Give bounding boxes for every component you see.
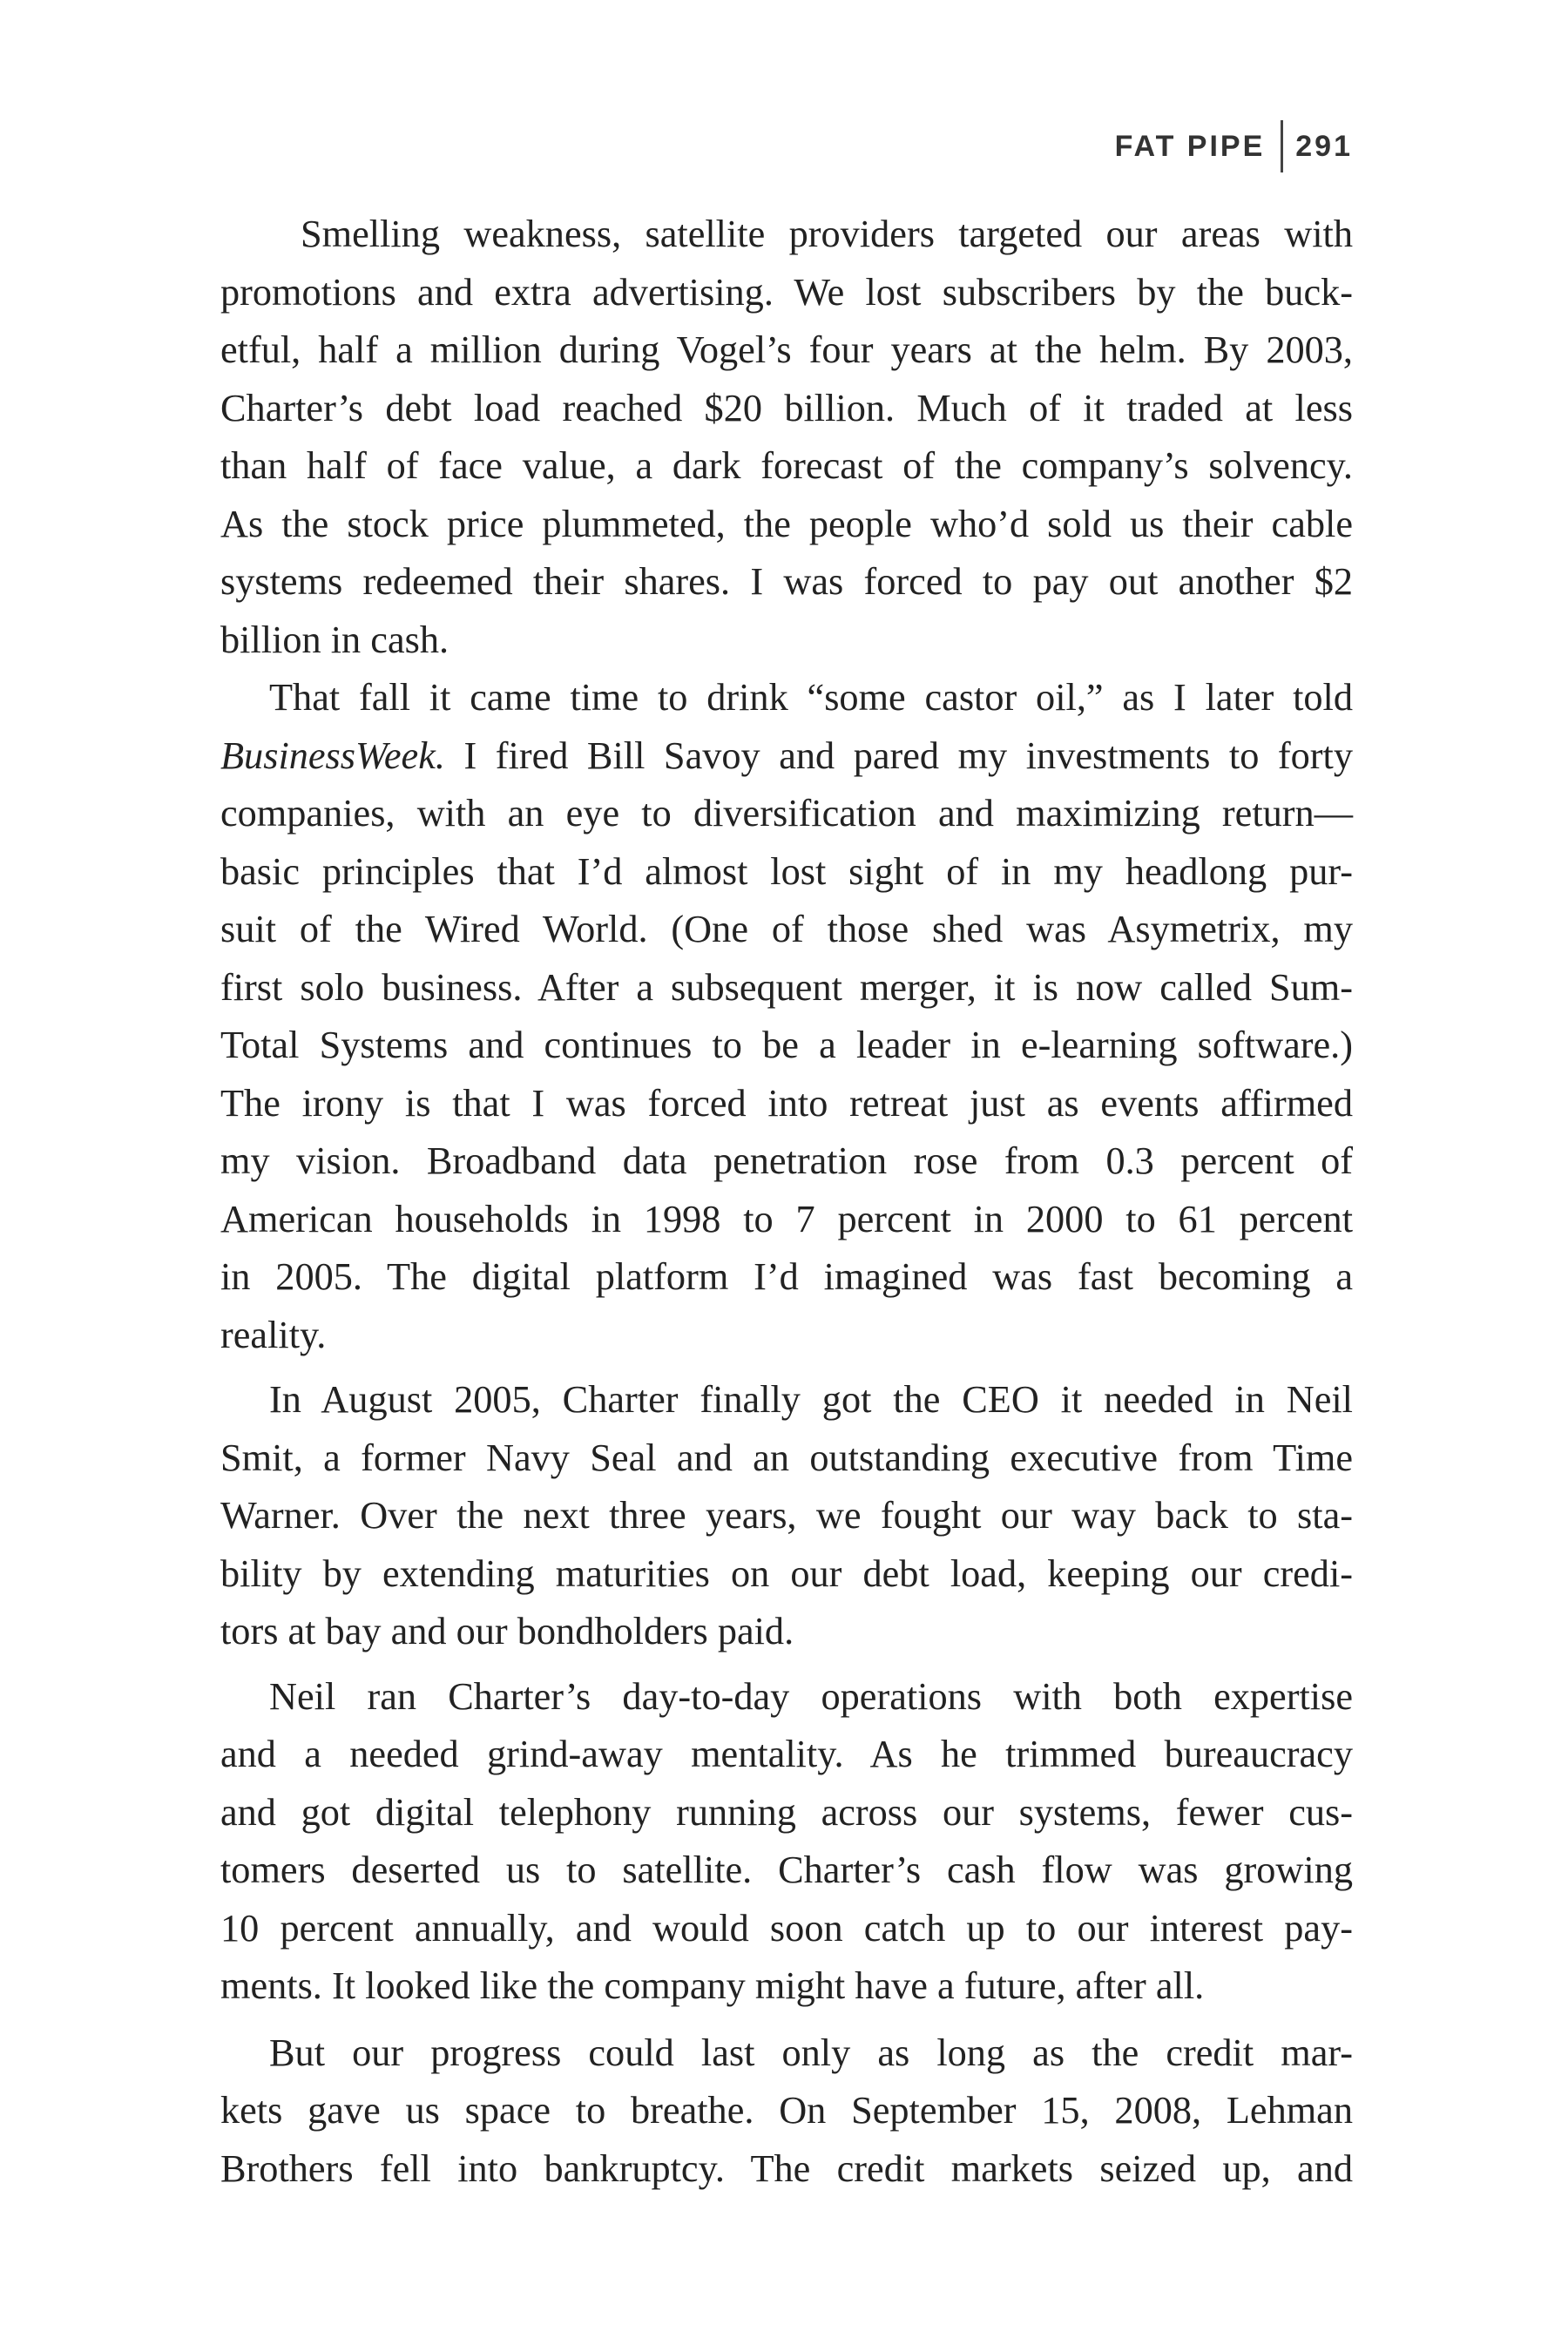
page-body [220, 206, 1353, 2198]
text-line: billion in cash. [220, 618, 449, 661]
text-line: first solo business. After a subsequent merger, it is now called Sum- [220, 965, 1353, 1009]
text-line: The irony is that I was forced into retreat just as events affirmed [220, 1081, 1353, 1125]
paragraph-1 [220, 206, 1353, 669]
text-line: etful, half a million during Vogel’s four years at the helm. By 2003, [220, 328, 1353, 371]
text-line: systems redeemed their shares. I was forced to pay out another $2 [220, 560, 1353, 603]
text-line: Warner. Over the next three years, we fought our way back to sta- [220, 1494, 1353, 1537]
text-line: than half of face value, a dark forecast of the company’s solvency. [220, 444, 1353, 487]
text-line: bility by extending maturities on our debt load, keeping our credi- [220, 1551, 1353, 1595]
text-line-with-italic [220, 727, 1353, 786]
text-line: tors at bay and our bondholders paid. [220, 1610, 794, 1652]
paragraph-5 [220, 2024, 1353, 2199]
text-line: ments. It looked like the company might have a future, after all. [220, 1964, 1205, 2007]
text-line: and got digital telephony running across our systems, fewer cus- [220, 1790, 1353, 1834]
text-line: Charter’s debt load reached $20 billion. Much of it traded at less [220, 386, 1353, 429]
page-number: 291 [1295, 129, 1353, 163]
text-line: promotions and extra advertising. We lost subscribers by the buck- [220, 270, 1353, 314]
text-line: reality. [220, 1313, 327, 1356]
text-line: suit of the Wired World. (One of those shed was Asymetrix, my [220, 908, 1353, 950]
paragraph-2 [220, 669, 1353, 1364]
running-header [1115, 120, 1353, 172]
text-line: and a needed grind-away mentality. As he trimmed bureaucracy [220, 1733, 1353, 1775]
text-line: my vision. Broadband data penetration rose from 0.3 percent of [220, 1139, 1353, 1182]
header-divider [1281, 120, 1283, 172]
text-line: Neil ran Charter’s day-to-day operations with both expertise [269, 1674, 1353, 1718]
text-line: tomers deserted us to satellite. Charter’s cash flow was growing [220, 1848, 1353, 1891]
text-line: But our progress could last only as long as the credit mar- [269, 2031, 1353, 2074]
text-line: companies, with an eye to diversification and maximizing return— [220, 792, 1353, 835]
text-line: 10 percent annually, and would soon catch up to our interest pay- [220, 1906, 1353, 1950]
running-title: FAT PIPE [1114, 129, 1266, 163]
text-line: Smelling weakness, satellite providers targeted our areas with [301, 213, 1353, 255]
text-line: That fall it came time to drink “some castor oil,” as I later told [269, 676, 1353, 719]
text-line: Total Systems and continues to be a leader in e-learning software.) [220, 1024, 1353, 1066]
italic-title: BusinessWeek. [220, 733, 445, 777]
text-line: As the stock price plummeted, the people who’d sold us their cable [220, 502, 1353, 545]
text-line: basic principles that I’d almost lost sight of in my headlong pur- [220, 849, 1353, 893]
text-line: Smit, a former Navy Seal and an outstanding executive from Time [220, 1436, 1353, 1479]
text-line: in 2005. The digital platform I’d imagined was fast becoming a [220, 1255, 1353, 1298]
text-line: In August 2005, Charter finally got the CEO it needed in Neil [269, 1378, 1353, 1421]
paragraph-3 [220, 1371, 1353, 1661]
text-line: kets gave us space to breathe. On September 15, 2008, Lehman [220, 2089, 1353, 2132]
text-line: Brothers fell into bankruptcy. The credit markets seized up, and [220, 2146, 1353, 2190]
text-span: I fired Bill Savoy and pared my investments to forty [463, 733, 1353, 777]
paragraph-4 [220, 1668, 1353, 2016]
text-line: American households in 1998 to 7 percent in 2000 to 61 percent [220, 1197, 1353, 1240]
